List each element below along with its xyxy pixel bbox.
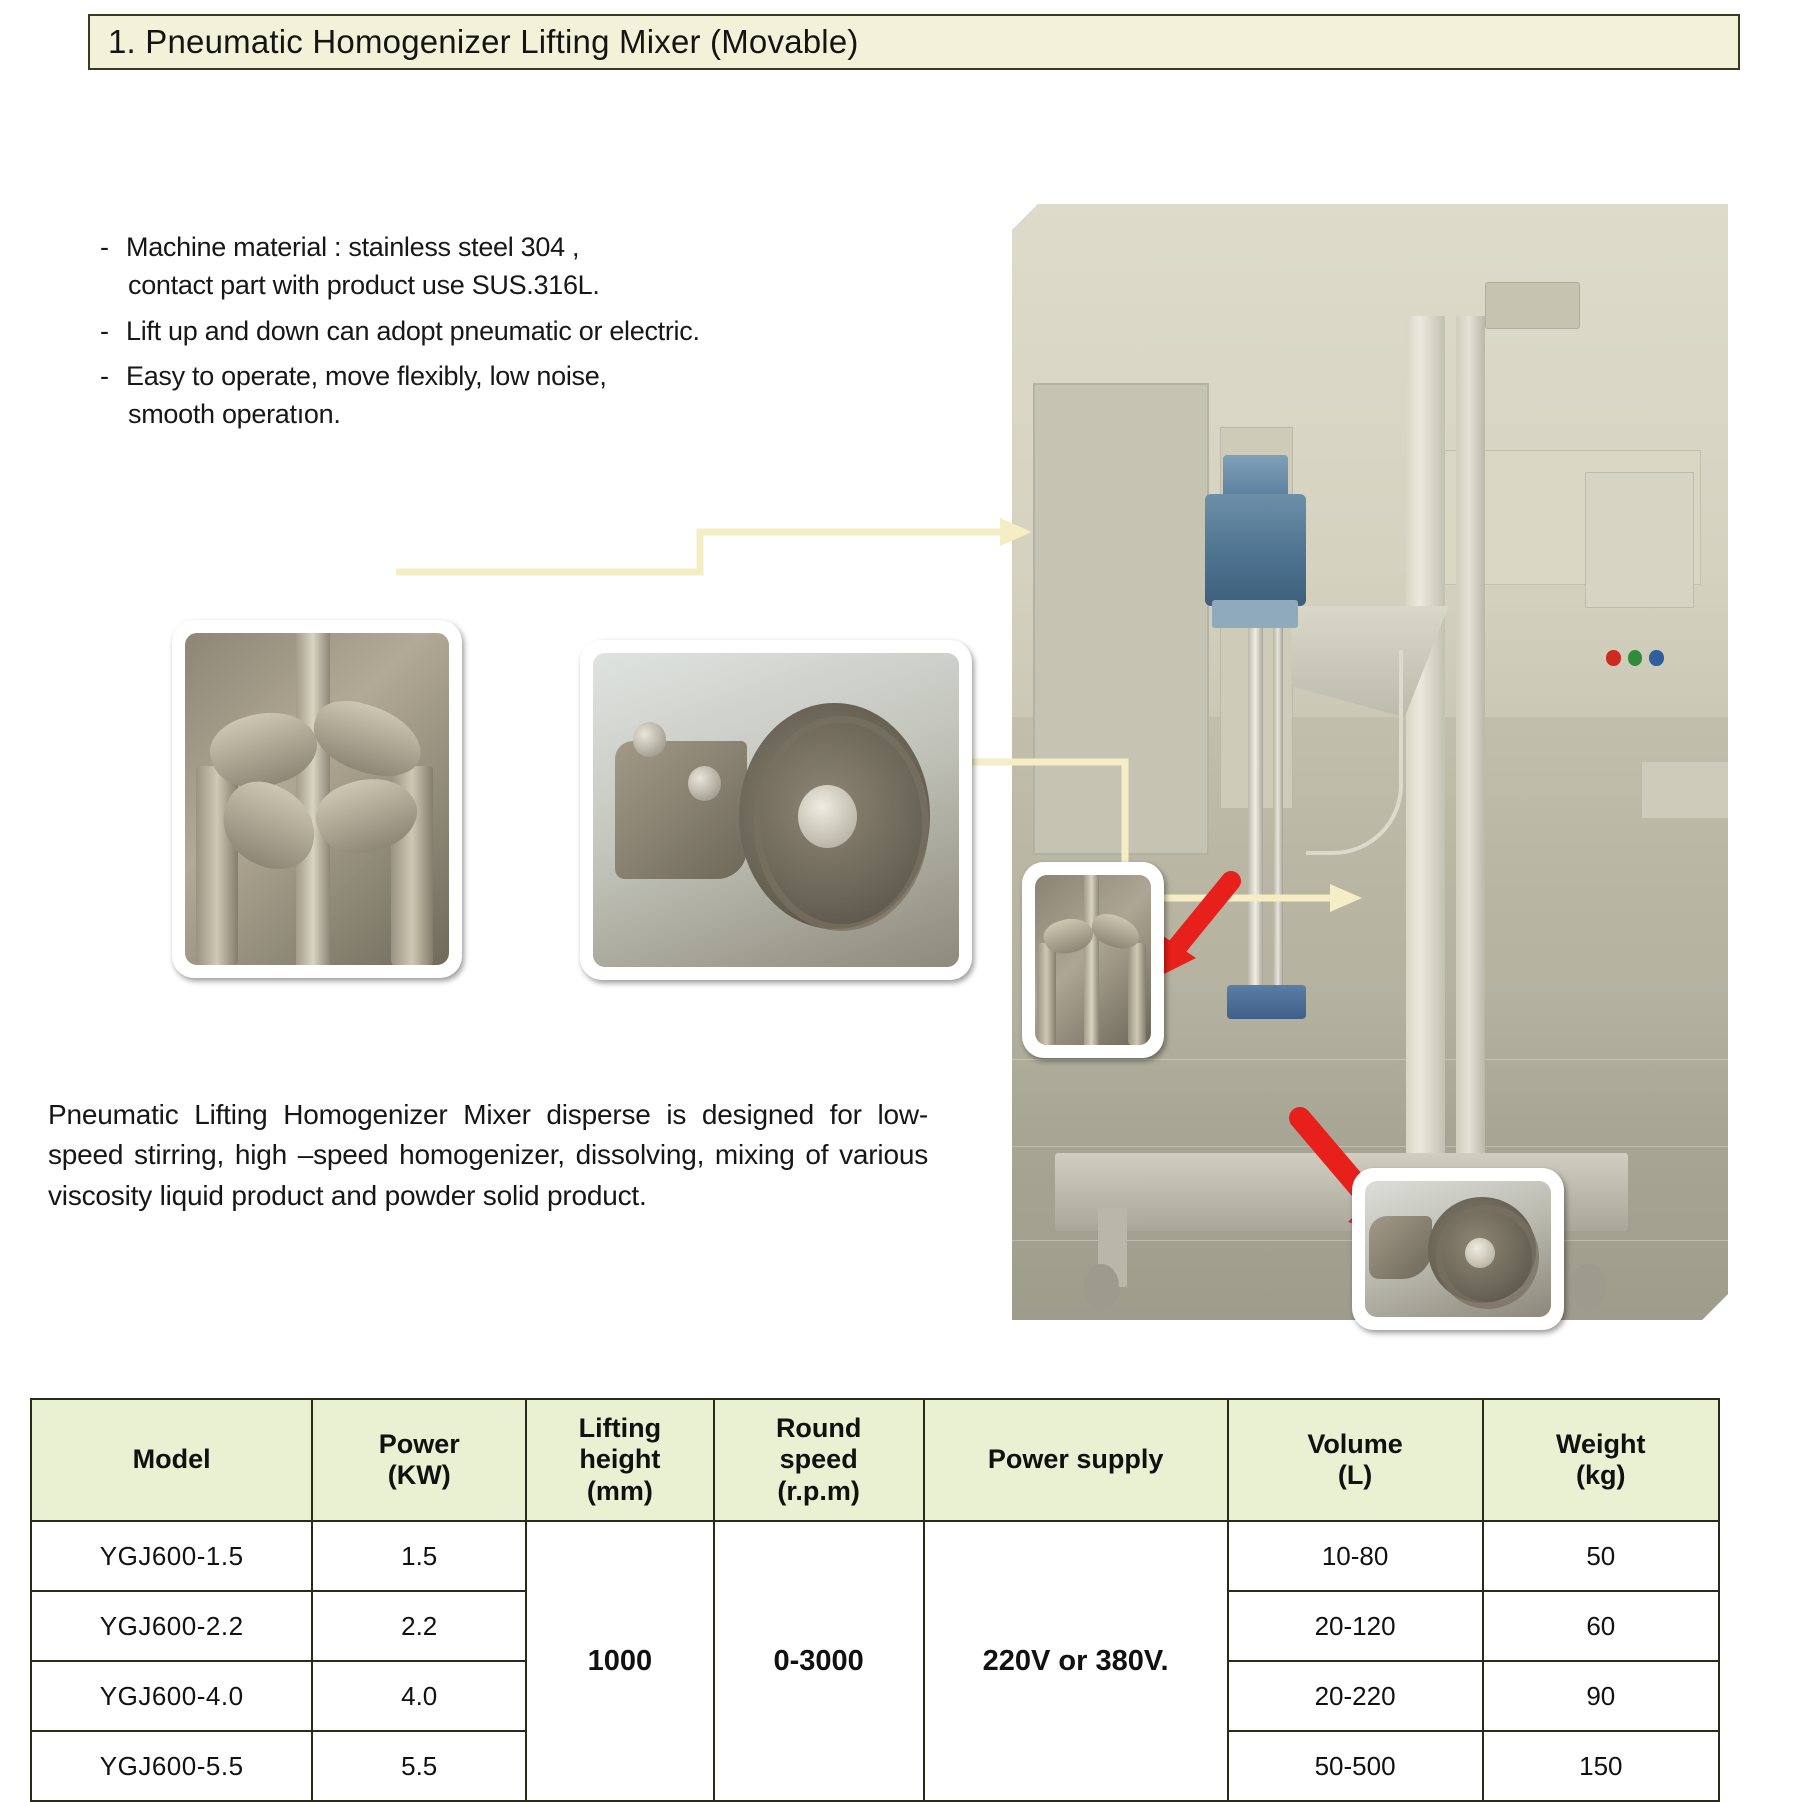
inset-stirring-blade-thumbnail bbox=[1022, 862, 1164, 1058]
bullet-item bbox=[100, 312, 980, 350]
bullet-line-2: smooth operatıon. bbox=[128, 399, 341, 430]
feature-bullet-list bbox=[100, 228, 980, 441]
photo-ceiling-vent bbox=[1485, 282, 1580, 329]
photo-lift-column-right bbox=[1456, 316, 1485, 1186]
blade-shaft bbox=[1084, 875, 1099, 1045]
main-machine-photo-inner bbox=[1012, 204, 1728, 1320]
cell-model: YGJ600-4.0 bbox=[31, 1661, 312, 1731]
photo-homogenizer-shaft bbox=[1273, 628, 1283, 985]
inset-stirring-blade-image bbox=[185, 633, 449, 965]
main-machine-photo bbox=[1000, 192, 1740, 1332]
blade-tube-left bbox=[1037, 943, 1056, 1045]
callout-line-top bbox=[396, 518, 1032, 572]
photo-lift-column-left bbox=[1406, 316, 1445, 1186]
photo-control-box bbox=[1585, 472, 1694, 608]
bullet-line-1: Easy to operate, move flexibly, low noise, bbox=[126, 360, 607, 391]
rotor-support-arm bbox=[1369, 1216, 1432, 1279]
rotor-support-arm bbox=[615, 741, 747, 879]
rotor-hub bbox=[1465, 1238, 1495, 1268]
table-header-row bbox=[31, 1399, 1719, 1521]
description-paragraph: Pneumatic Lifting Homogenizer Mixer disperse is designed for low-speed stirring, high –speed homogenizer, dissolving, mixing of various viscosity liquid product and powder solid product. bbox=[48, 1099, 928, 1211]
page-title: 1. Pneumatic Homogenizer Lifting Mixer (Movable) bbox=[108, 23, 859, 60]
bullet-dash: - bbox=[100, 232, 109, 262]
cell-volume: 10-80 bbox=[1228, 1521, 1483, 1591]
bullet-text bbox=[126, 312, 980, 350]
bullet-dash: - bbox=[100, 360, 109, 391]
blade-tube-right bbox=[1128, 943, 1147, 1045]
table-header-volume: Volume (L) bbox=[1228, 1399, 1483, 1521]
section-title-bar bbox=[88, 14, 1740, 70]
table-header-lifting-height: Lifting height (mm) bbox=[526, 1399, 714, 1521]
bullet-line-1: Lift up and down can adopt pneumatic or electric. bbox=[126, 315, 700, 346]
bullet-text bbox=[126, 357, 980, 434]
photo-motor-flange bbox=[1212, 600, 1298, 628]
photo-shaft-clamp bbox=[1227, 985, 1306, 1018]
photo-air-hose bbox=[1306, 650, 1403, 855]
rotor-bolt-2 bbox=[688, 766, 721, 801]
rotor-hub bbox=[798, 785, 857, 848]
photo-caster-wheel bbox=[1084, 1264, 1120, 1309]
photo-mixer-shaft bbox=[1248, 628, 1262, 1007]
cell-power: 4.0 bbox=[312, 1661, 526, 1731]
cell-power-supply: 220V or 380V. bbox=[924, 1521, 1228, 1801]
table-header-weight: Weight (kg) bbox=[1483, 1399, 1719, 1521]
photo-control-button-green bbox=[1628, 650, 1642, 666]
inset-homogenizer-head-image bbox=[593, 653, 959, 967]
cell-weight: 60 bbox=[1483, 1591, 1719, 1661]
cell-volume: 20-220 bbox=[1228, 1661, 1483, 1731]
cell-power: 2.2 bbox=[312, 1591, 526, 1661]
cell-lifting-height: 1000 bbox=[526, 1521, 714, 1801]
bullet-line-2: contact part with product use SUS.316L. bbox=[128, 270, 600, 301]
table-row bbox=[31, 1521, 1719, 1591]
inset-homogenizer-head-thumbnail bbox=[1352, 1168, 1564, 1330]
specification-table bbox=[30, 1398, 1720, 1802]
bullet-line-1: Machine material : stainless steel 304 , bbox=[126, 232, 580, 262]
photo-motor-body bbox=[1205, 494, 1305, 606]
photo-control-button-red bbox=[1606, 650, 1620, 666]
inset-stirring-blade-photo bbox=[172, 620, 462, 978]
bullet-item bbox=[100, 357, 980, 434]
photo-caster-wheel bbox=[1570, 1264, 1606, 1309]
cell-weight: 90 bbox=[1483, 1661, 1719, 1731]
bullet-item bbox=[100, 228, 980, 305]
inset-homogenizer-head-photo bbox=[580, 640, 972, 980]
table-header-power: Power (KW) bbox=[312, 1399, 526, 1521]
cell-round-speed: 0-3000 bbox=[714, 1521, 924, 1801]
cell-volume: 20-120 bbox=[1228, 1591, 1483, 1661]
cell-model: YGJ600-2.2 bbox=[31, 1591, 312, 1661]
cell-power: 5.5 bbox=[312, 1731, 526, 1801]
inset-homogenizer-head-thumbnail-image bbox=[1365, 1181, 1551, 1317]
table-header-power-supply: Power supply bbox=[924, 1399, 1228, 1521]
rotor-bolt-1 bbox=[633, 722, 666, 757]
inset-stirring-blade-thumbnail-image bbox=[1035, 875, 1151, 1045]
cell-model: YGJ600-5.5 bbox=[31, 1731, 312, 1801]
bullet-dash: - bbox=[100, 315, 109, 346]
photo-door bbox=[1033, 383, 1209, 856]
photo-side-table bbox=[1642, 762, 1728, 818]
cell-weight: 50 bbox=[1483, 1521, 1719, 1591]
photo-scene bbox=[1012, 204, 1728, 1320]
photo-control-button-blue bbox=[1649, 650, 1663, 666]
table-header-round-speed: Round speed (r.p.m) bbox=[714, 1399, 924, 1521]
bullet-text bbox=[126, 228, 980, 305]
cell-model: YGJ600-1.5 bbox=[31, 1521, 312, 1591]
cell-weight: 150 bbox=[1483, 1731, 1719, 1801]
cell-power: 1.5 bbox=[312, 1521, 526, 1591]
cell-volume: 50-500 bbox=[1228, 1731, 1483, 1801]
table-header-model: Model bbox=[31, 1399, 312, 1521]
